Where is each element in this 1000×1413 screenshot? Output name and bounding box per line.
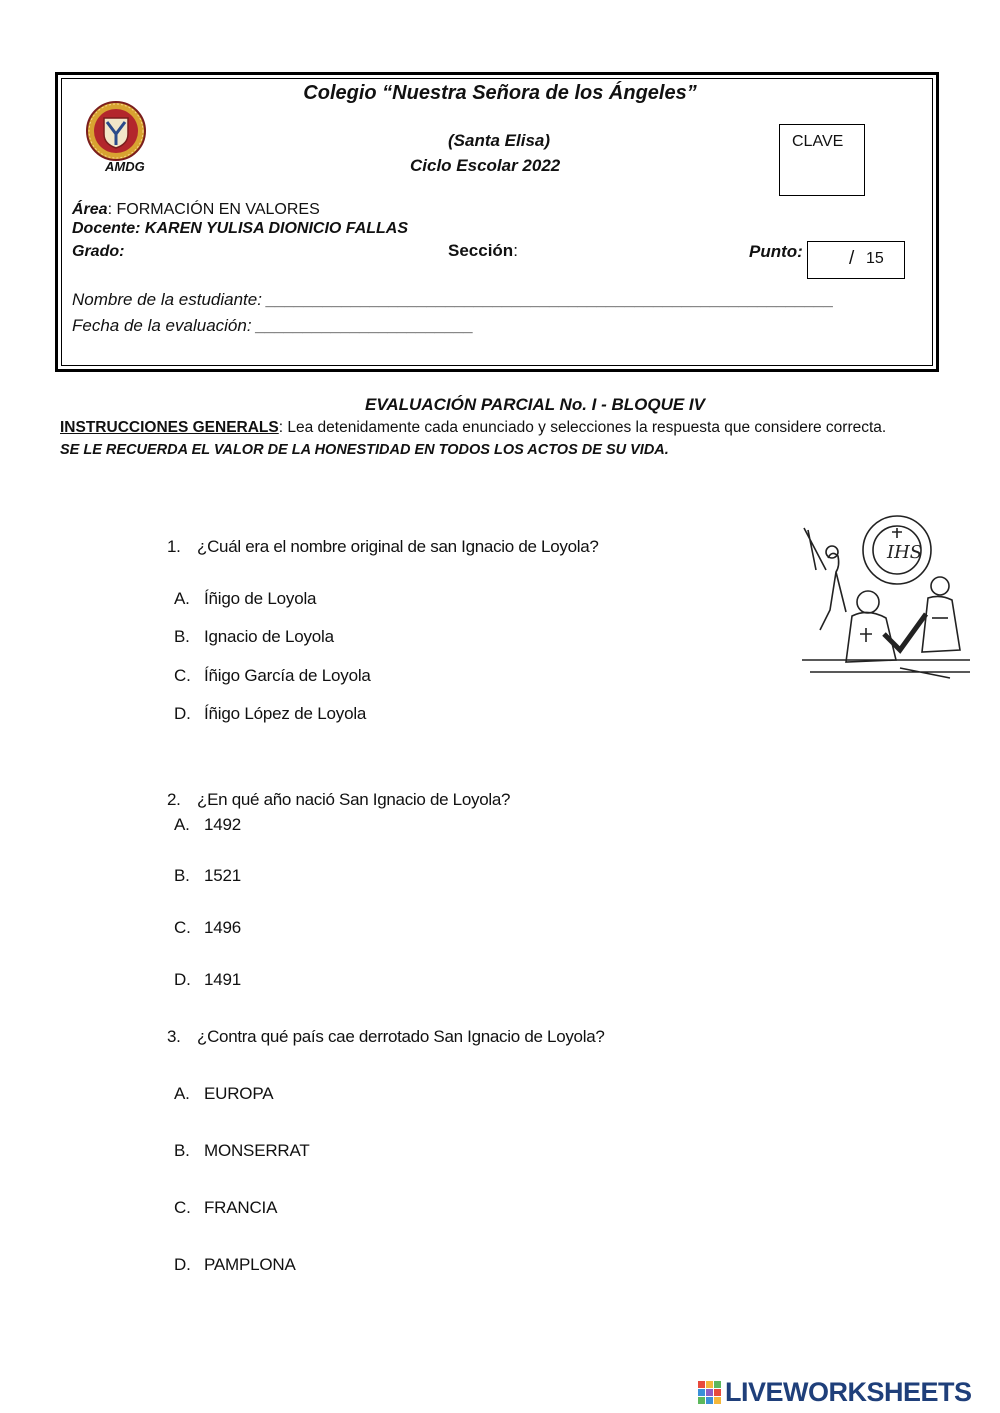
- option-letter: D.: [174, 970, 191, 989]
- option-letter: B.: [174, 866, 190, 885]
- question-3-option-b[interactable]: [174, 1141, 310, 1161]
- evaluation-title: EVALUACIÓN PARCIAL No. I - BLOQUE IV: [364, 395, 705, 414]
- docente-line: Docente: KAREN YULISA DIONICIO FALLAS: [72, 220, 409, 237]
- honesty-reminder: SE LE RECUERDA EL VALOR DE LA HONESTIDAD EN TODOS LOS ACTOS DE SU VIDA.: [60, 442, 669, 458]
- question-number: 2.: [167, 790, 181, 809]
- question-number: 3.: [167, 1027, 181, 1046]
- option-letter: C.: [174, 918, 191, 937]
- option-letter: B.: [174, 1141, 190, 1160]
- seccion-colon: :: [513, 241, 518, 260]
- option-letter: D.: [174, 1255, 191, 1274]
- question-1: [167, 537, 599, 557]
- option-text: FRANCIA: [204, 1198, 278, 1217]
- question-3-option-d[interactable]: [174, 1255, 296, 1275]
- punto-label: Punto:: [749, 242, 803, 261]
- question-1-option-a[interactable]: [174, 589, 316, 609]
- area-label: Área: [72, 201, 108, 218]
- instructions: [60, 419, 886, 437]
- saint-ignatius-illustration: [800, 510, 972, 690]
- question-1-option-d[interactable]: [174, 704, 366, 724]
- option-text: EUROPA: [204, 1084, 274, 1103]
- option-text: Íñigo de Loyola: [204, 589, 317, 608]
- student-name-field[interactable]: Nombre de la estudiante: ____________________________________________________________: [72, 290, 834, 309]
- question-3: [167, 1027, 605, 1047]
- question-text: ¿Cuál era el nombre original de san Ignacio de Loyola?: [197, 537, 599, 556]
- seal-monogram: IHS: [887, 542, 923, 563]
- option-letter: D.: [174, 704, 191, 723]
- option-text: 1492: [204, 815, 242, 834]
- score-total: 15: [866, 250, 884, 267]
- option-letter: A.: [174, 589, 190, 608]
- question-text: ¿En qué año nació San Ignacio de Loyola?: [197, 790, 511, 809]
- instructions-text: : Lea detenidamente cada enunciado y selecciones la respuesta que considere correcta.: [278, 419, 887, 436]
- score-slash: /: [849, 248, 855, 269]
- option-text: Íñigo García de Loyola: [204, 666, 371, 685]
- question-number: 1.: [167, 537, 181, 556]
- brand-text: LIVEWORKSHEETS: [725, 1377, 972, 1407]
- area-line: [72, 201, 320, 219]
- question-3-option-a[interactable]: [174, 1084, 273, 1104]
- question-3-option-c[interactable]: [174, 1198, 277, 1218]
- seccion-line: [448, 241, 518, 261]
- question-1-option-b[interactable]: [174, 627, 334, 647]
- liveworksheets-logo-icon: [698, 1381, 722, 1405]
- option-letter: C.: [174, 666, 191, 685]
- option-text: 1496: [204, 918, 242, 937]
- evaluation-date-field[interactable]: Fecha de la evaluación: _______________________: [72, 316, 474, 335]
- option-text: PAMPLONA: [204, 1255, 296, 1274]
- question-text: ¿Contra qué país cae derrotado San Ignacio de Loyola?: [197, 1027, 605, 1046]
- option-text: 1491: [204, 970, 242, 989]
- school-motto: AMDG: [105, 159, 145, 174]
- area-value: : FORMACIÓN EN VALORES: [107, 201, 320, 218]
- school-year: Ciclo Escolar 2022: [410, 156, 561, 175]
- option-letter: C.: [174, 1198, 191, 1217]
- option-letter: A.: [174, 815, 190, 834]
- option-text: MONSERRAT: [204, 1141, 310, 1160]
- question-2-option-a[interactable]: [174, 815, 241, 835]
- option-text: 1521: [204, 866, 242, 885]
- option-letter: A.: [174, 1084, 190, 1103]
- clave-label: CLAVE: [792, 133, 844, 150]
- question-2-option-d[interactable]: [174, 970, 241, 990]
- question-1-option-c[interactable]: [174, 666, 371, 686]
- option-text: Ignacio de Loyola: [204, 627, 334, 646]
- question-2-option-b[interactable]: [174, 866, 241, 886]
- school-crest-logo: [85, 100, 147, 162]
- grado-label: Grado:: [72, 243, 125, 260]
- school-location: (Santa Elisa): [448, 131, 551, 150]
- question-2-option-c[interactable]: [174, 918, 241, 938]
- instructions-label: INSTRUCCIONES GENERALS: [60, 419, 279, 436]
- score-box[interactable]: [807, 241, 905, 279]
- seccion-label: Sección: [448, 241, 514, 260]
- school-name: Colegio “Nuestra Señora de los Ángeles”: [303, 82, 697, 104]
- question-2: [167, 790, 510, 810]
- option-letter: B.: [174, 627, 190, 646]
- option-text: Íñigo López de Loyola: [204, 704, 367, 723]
